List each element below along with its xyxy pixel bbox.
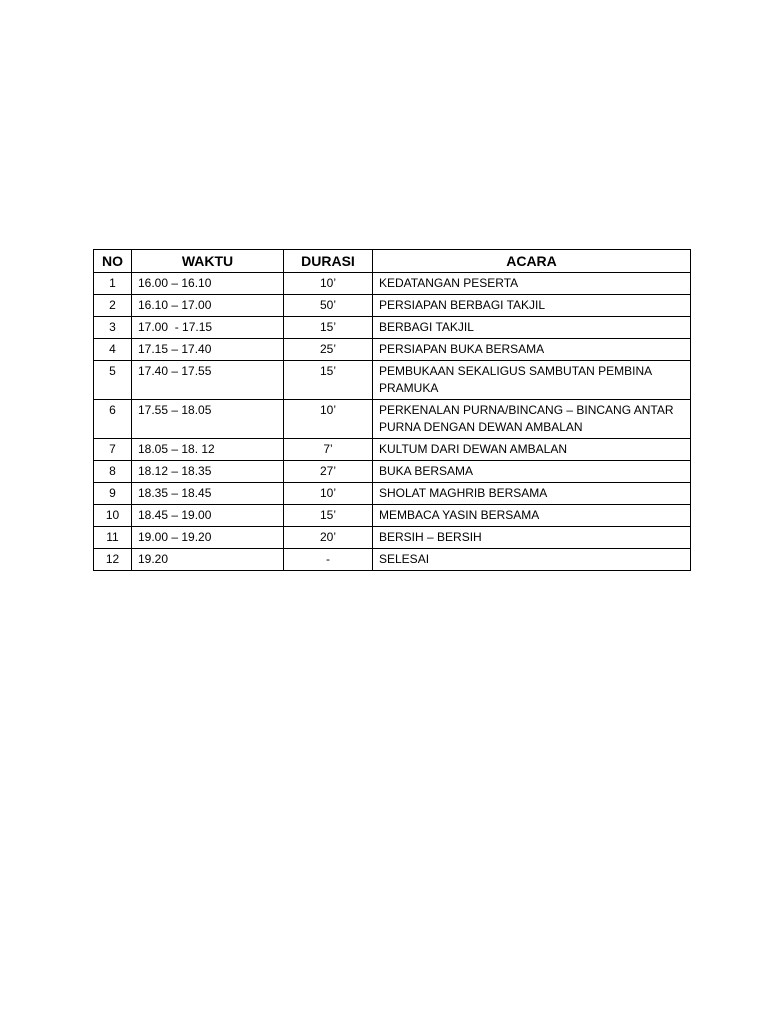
table-row: [94, 317, 691, 339]
schedule-table: [93, 249, 691, 571]
cell-durasi: 50’: [284, 295, 373, 317]
cell-no: 7: [94, 439, 132, 461]
cell-waktu: 19.00 – 19.20: [132, 527, 284, 549]
header-no: NO: [94, 250, 132, 273]
cell-acara: KULTUM DARI DEWAN AMBALAN: [373, 439, 691, 461]
cell-waktu: 17.15 – 17.40: [132, 339, 284, 361]
cell-acara: KEDATANGAN PESERTA: [373, 273, 691, 295]
table-header: [94, 250, 691, 273]
header-waktu: WAKTU: [132, 250, 284, 273]
table-row: [94, 273, 691, 295]
cell-durasi: 7’: [284, 439, 373, 461]
cell-no: 8: [94, 461, 132, 483]
cell-no: 6: [94, 400, 132, 439]
table-row: [94, 295, 691, 317]
cell-no: 1: [94, 273, 132, 295]
cell-waktu: 17.00 - 17.15: [132, 317, 284, 339]
cell-no: 5: [94, 361, 132, 400]
cell-durasi: -: [284, 549, 373, 571]
table-row: [94, 483, 691, 505]
table-body: [94, 273, 691, 571]
cell-acara: MEMBACA YASIN BERSAMA: [373, 505, 691, 527]
table-row: [94, 400, 691, 439]
cell-waktu: 16.10 – 17.00: [132, 295, 284, 317]
cell-waktu: 18.35 – 18.45: [132, 483, 284, 505]
cell-no: 11: [94, 527, 132, 549]
cell-durasi: 15’: [284, 505, 373, 527]
cell-waktu: 17.40 – 17.55: [132, 361, 284, 400]
cell-durasi: 15’: [284, 317, 373, 339]
header-durasi: DURASI: [284, 250, 373, 273]
cell-durasi: 27’: [284, 461, 373, 483]
cell-waktu: 16.00 – 16.10: [132, 273, 284, 295]
table-row: [94, 339, 691, 361]
table-row: [94, 527, 691, 549]
table-row: [94, 439, 691, 461]
table-row: [94, 361, 691, 400]
cell-acara: PERSIAPAN BUKA BERSAMA: [373, 339, 691, 361]
cell-acara: PEMBUKAAN SEKALIGUS SAMBUTAN PEMBINA PRAMUKA: [373, 361, 691, 400]
cell-no: 12: [94, 549, 132, 571]
cell-acara: BERBAGI TAKJIL: [373, 317, 691, 339]
cell-durasi: 10’: [284, 483, 373, 505]
cell-acara: PERKENALAN PURNA/BINCANG – BINCANG ANTAR PURNA DENGAN DEWAN AMBALAN: [373, 400, 691, 439]
cell-durasi: 10’: [284, 400, 373, 439]
cell-waktu: 18.45 – 19.00: [132, 505, 284, 527]
table-row: [94, 461, 691, 483]
cell-waktu: 19.20: [132, 549, 284, 571]
cell-no: 9: [94, 483, 132, 505]
cell-durasi: 15’: [284, 361, 373, 400]
cell-durasi: 10’: [284, 273, 373, 295]
cell-durasi: 25’: [284, 339, 373, 361]
cell-waktu: 17.55 – 18.05: [132, 400, 284, 439]
cell-no: 2: [94, 295, 132, 317]
cell-durasi: 20’: [284, 527, 373, 549]
cell-acara: PERSIAPAN BERBAGI TAKJIL: [373, 295, 691, 317]
cell-waktu: 18.05 – 18. 12: [132, 439, 284, 461]
cell-no: 10: [94, 505, 132, 527]
cell-no: 4: [94, 339, 132, 361]
cell-acara: BUKA BERSAMA: [373, 461, 691, 483]
table-row: [94, 505, 691, 527]
cell-acara: BERSIH – BERSIH: [373, 527, 691, 549]
header-acara: ACARA: [373, 250, 691, 273]
cell-acara: SELESAI: [373, 549, 691, 571]
cell-acara: SHOLAT MAGHRIB BERSAMA: [373, 483, 691, 505]
table-row: [94, 549, 691, 571]
cell-waktu: 18.12 – 18.35: [132, 461, 284, 483]
cell-no: 3: [94, 317, 132, 339]
header-row: [94, 250, 691, 273]
